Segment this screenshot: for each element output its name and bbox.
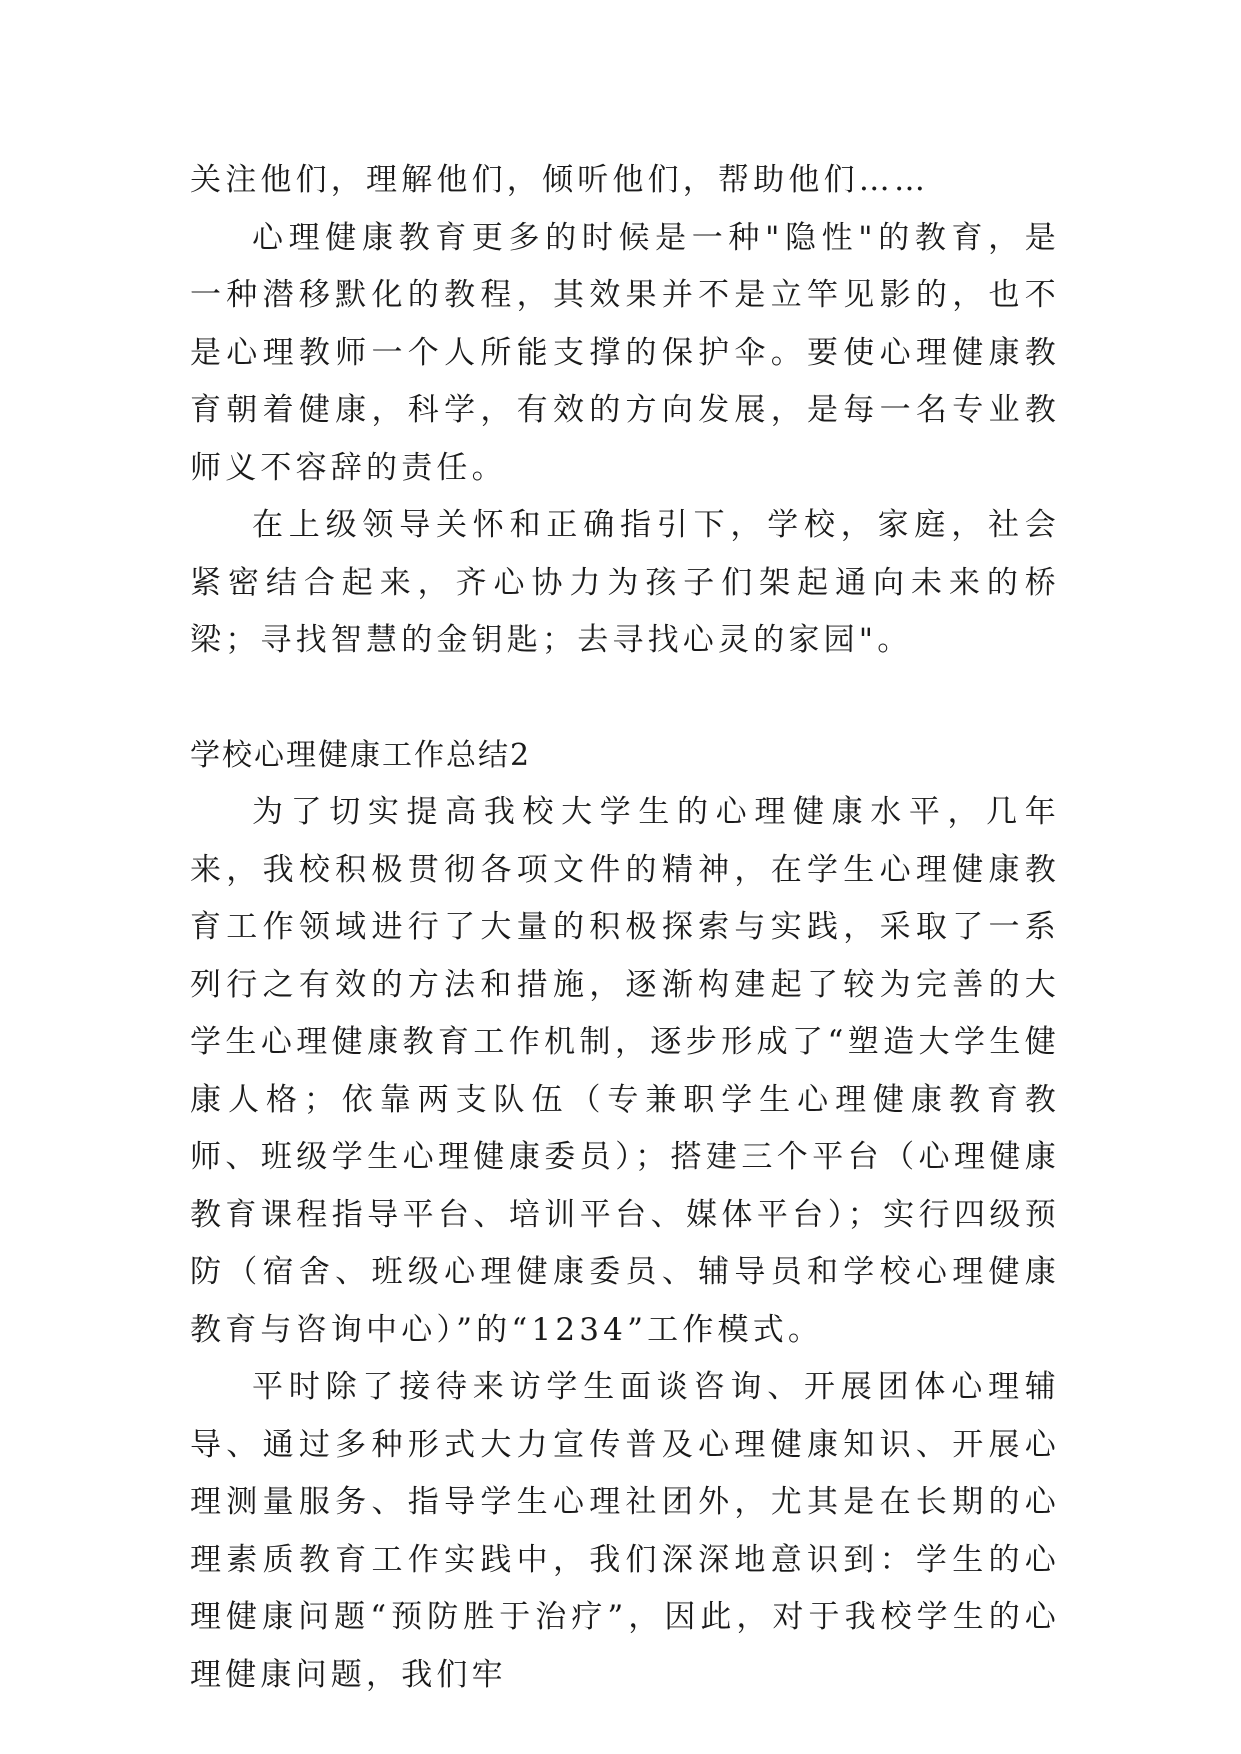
section-heading: 学校心理健康工作总结2 (190, 737, 532, 773)
document-body (190, 152, 1060, 1704)
paragraph-hidden-education: 心理健康教育更多的时候是一种"隐性"的教育，是一种潜移默化的教程，其效果并不是立竿见影的，也不是心理教师一个人所能支撑的保护伞。要使心理健康教育朝着健康，科学，有效的方向发展，是每一名专业教师义不容辞的责任。 (190, 219, 1060, 486)
paragraph-work-model: 为了切实提高我校大学生的心理健康水平，几年来，我校积极贯彻各项文件的精神，在学生心理健康教育工作领域进行了大量的积极探索与实践，采取了一系列行之有效的方法和措施，逐渐构建起了较为完善的大学生心理健康教育工作机制，逐步形成了“塑造大学生健康人格；依靠两支队伍（专兼职学生心理健康教育教师、班级学生心理健康委员）；搭建三个平台（心理健康教育课程指导平台、培训平台、媒体平台）；实行四级预防（宿舍、班级心理健康委员、辅导员和学校心理健康教育与咨询中心）”的“1234”工作模式。 (190, 794, 1060, 1348)
paragraph-prevention: 平时除了接待来访学生面谈咨询、开展团体心理辅导、通过多种形式大力宣传普及心理健康知识、开展心理测量服务、指导学生心理社团外，尤其是在长期的心理素质教育工作实践中，我们深深地意识到：学生的心理健康问题“预防胜于治疗”，因此，对于我校学生的心理健康问题，我们牢 (190, 1369, 1060, 1693)
paragraph-school-family-society: 在上级领导关怀和正确指引下，学校，家庭，社会紧密结合起来，齐心协力为孩子们架起通向未来的桥梁；寻找智慧的金钥匙；去寻找心灵的家园"。 (190, 507, 1060, 658)
paragraph-continuation: 关注他们，理解他们，倾听他们，帮助他们…… (190, 162, 930, 198)
